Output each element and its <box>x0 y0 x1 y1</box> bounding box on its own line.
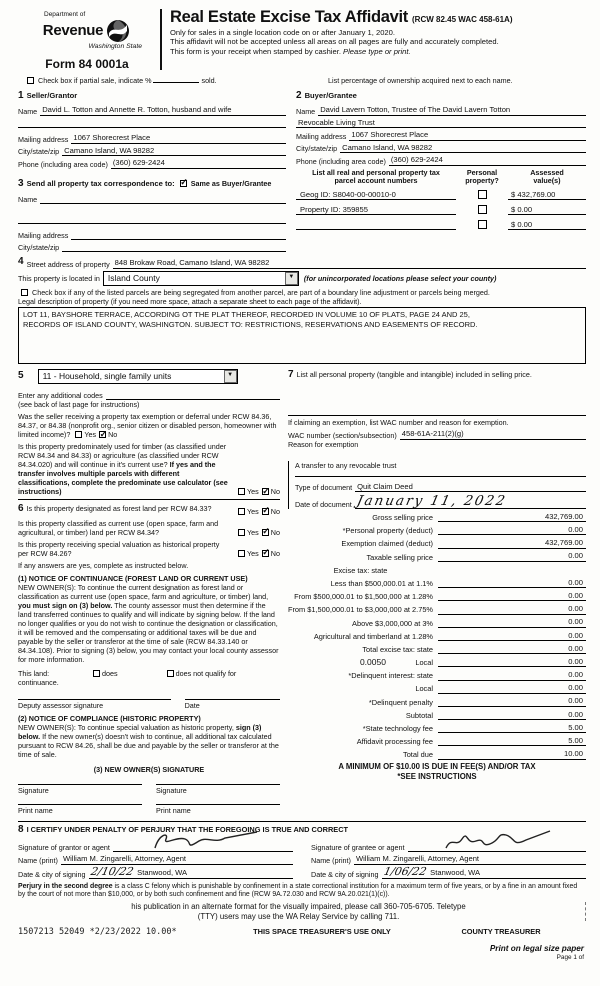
seller-name-label: Name <box>18 106 38 116</box>
corr-name-field[interactable] <box>40 195 286 204</box>
exemption-block <box>288 415 586 449</box>
grantor-signature-scribble-icon <box>145 828 265 854</box>
assessed-value[interactable]: $ 0.00 <box>508 220 586 230</box>
amount-field[interactable]: 10.00 <box>438 749 586 759</box>
personal-property-checkbox[interactable] <box>478 190 487 199</box>
grantee-date-label: Date & city of signing <box>311 869 379 879</box>
amount-field[interactable]: 5.00 <box>438 723 586 733</box>
county-treasurer-label: COUNTY TREASURER <box>461 927 541 937</box>
agency-revenue: Revenue <box>42 21 104 39</box>
section3-title: 3 Send all property tax correspondence to: ✓ Same as Buyer/Grantee <box>18 178 286 191</box>
buyer-name-value1[interactable]: David Lavern Totton, Trustee of The David Lavern Totton <box>318 105 586 115</box>
no-checkbox[interactable] <box>262 508 269 515</box>
amount-field[interactable]: 0.00 <box>438 591 586 601</box>
amount-field[interactable]: 0.00 <box>438 644 586 654</box>
no-checkbox[interactable] <box>262 488 269 495</box>
seller-csz-label: City/state/zip <box>18 147 60 157</box>
page-number: Page 1 of <box>556 954 584 961</box>
amount-field[interactable]: 5.00 <box>438 736 586 746</box>
no-checkbox[interactable] <box>99 431 106 438</box>
amount-field[interactable]: 0.00 <box>438 670 586 680</box>
cashier-stamp: 1507213 52049 *2/23/2022 10.00* <box>18 927 177 938</box>
seller-phone-value[interactable]: (360) 629-2424 <box>111 158 286 168</box>
if-any-note: If any answers are yes, complete as instructed below. <box>18 560 189 570</box>
form-title-rcw: (RCW 82.45 WAC 458-61A) <box>412 15 513 24</box>
wac-value[interactable]: 458-61A-211(2)(g) <box>400 429 586 439</box>
print-footer <box>490 944 584 962</box>
parcel-id[interactable] <box>296 229 456 230</box>
land-use-dropdown[interactable] <box>38 369 238 384</box>
parcel-row <box>296 200 586 215</box>
partial-sale-percent-field[interactable] <box>153 82 199 83</box>
form-header <box>18 5 586 72</box>
certify-statement: 8 I CERTIFY UNDER PENALTY OF PERJURY THAT THE FOREGOING IS TRUE AND CORRECT <box>18 823 349 835</box>
seller-csz-value[interactable]: Camano Island, WA 98282 <box>62 146 286 156</box>
amount-field[interactable]: 0.00 <box>438 604 586 614</box>
revenue-logo-icon <box>105 19 131 43</box>
section1-title: 1 Seller/Grantor <box>18 89 78 101</box>
same-as-buyer-label: Same as Buyer/Grantee <box>190 178 272 188</box>
seller-mailing-value[interactable]: 1067 Shorecrest Place <box>71 133 286 143</box>
agency-dept-of: Department of <box>44 11 86 18</box>
q-yes-no: Yes ✓ No <box>235 507 280 516</box>
parcel-row <box>296 185 586 200</box>
grantee-date-value[interactable]: 1/06/22 Stanwood, WA <box>382 866 586 878</box>
street-address-value[interactable]: 848 Brokaw Road, Camano Island, WA 98282 <box>113 258 586 268</box>
buyer-mailing-label: Mailing address <box>296 131 347 141</box>
amount-field[interactable]: 432,769.00 <box>438 538 586 548</box>
corr-name2-field[interactable] <box>18 215 286 224</box>
county-note: (for unincorporated locations please select your county) <box>303 273 497 283</box>
land-use-value: 11 - Household, single family units <box>42 370 172 381</box>
buyer-phone-value[interactable]: (360) 629-2424 <box>389 155 586 165</box>
grantee-signature[interactable] <box>408 842 586 852</box>
section5-number: 5 <box>18 369 24 381</box>
wac-label: WAC number (section/subsection) <box>287 430 397 440</box>
new-owner-printname-2[interactable]: Print name <box>156 804 280 815</box>
header-note-2: This affidavit will not be accepted unless all areas on all pages are fully and accurately completed. <box>170 37 499 47</box>
section6-q2: Is this property classified as current use (open space, farm and agricultural, or timber) land per RCW 84.34? Yes ✓ No <box>18 519 280 537</box>
doc-type-value[interactable]: Quit Claim Deed <box>355 482 586 492</box>
does-not-checkbox[interactable] <box>167 670 174 677</box>
corr-name-label: Name <box>18 194 38 204</box>
perjury-note: Perjury in the second degree is a class C felony which is punishable by confinement in a state correctional institution for a maximum term of five years, or by a fine in an amount fixed by the court of not more than $10,000, or by both such confinement and fine (RCW 9A.72.030 and RCW 9A.20.021(1)(c)). <box>18 882 578 899</box>
same-as-buyer-checkbox[interactable] <box>180 180 187 187</box>
grantor-name-label: Name (print) <box>18 855 58 865</box>
buyer-csz-label: City/state/zip <box>296 144 338 154</box>
section2-title: 2 Buyer/Grantee <box>296 89 357 101</box>
treasurer-space-label: THIS SPACE TREASURER'S USE ONLY <box>253 927 391 937</box>
amount-field[interactable]: 0.00 <box>438 683 586 693</box>
legal-description-box[interactable]: LOT 11, BAYSHORE TERRACE, ACCORDING OT THE PLAT THEREOF, RECORDED IN VOLUME 10 OF PLATS, PAGE 24 AND 25, RECORDS OF ISLAND COUNTY, WASHINGTON. SUBJECT TO: RESTRICTIONS, RESERVATIONS AND EASEMENTS OF RECORD. <box>18 307 586 364</box>
additional-codes-label: Enter any additional codes <box>18 391 103 401</box>
corr-mailing-field[interactable] <box>71 231 286 240</box>
seller-mailing-label: Mailing address <box>18 134 69 144</box>
buyer-name-value2[interactable]: Revocable Living Trust <box>296 118 586 128</box>
partial-sale-label: Check box if partial sale, indicate % <box>38 75 152 85</box>
parcel-table-header: List all real and personal property tax parcel account numbers Personal property? Assessed value(s) <box>312 167 564 185</box>
grantee-signature-scribble-icon <box>440 828 560 854</box>
buyer-name-label: Name <box>296 106 316 116</box>
local-rate: 0.0050 <box>359 656 386 667</box>
divider <box>18 499 280 500</box>
corr-mailing-label: Mailing address <box>18 230 69 240</box>
seller-name-value[interactable]: David L. Totton and Annette R. Totton, husband and wife <box>40 105 286 115</box>
header-note-1: Only for sales in a single location code on or after January 1, 2020. <box>170 27 395 37</box>
does-checkbox[interactable] <box>93 670 100 677</box>
alternate-format-note: his publication in an alternate format for the visually impaired, please call 360-705-6705. Teletype (TTY) users may use the WA Relay Service by calling 711. <box>18 902 586 921</box>
street-address-label: Street address of property <box>26 259 110 269</box>
notice2-body: NEW OWNER(S): To continue special valuation as historic property, sign (3) below. If the new owner(s) doesn't wish to continue, all additional tax calculated pursuant to RCW 84.26, shall be due and payable by the seller or transferor at the time of sale. <box>18 722 279 759</box>
segregated-row <box>18 288 586 297</box>
no-checkbox[interactable] <box>262 529 269 536</box>
parcel-id[interactable]: Property ID: 359855 <box>296 205 456 215</box>
section5-q2: Is this property predominately used for timber (as classified under RCW 84.34 and 84.33) or agriculture (as classified under RCW 84.34.020) and will continue in it's current use? If yes and the transfer involves multiple parcels with different classifications, complete the predominate use calculator (see instructions) Yes ✓ No <box>18 442 280 496</box>
divider <box>295 476 586 477</box>
located-in-label: This property is located in <box>18 273 100 283</box>
exemption-note: If claiming an exemption, list WAC number and reason for exemption. <box>287 418 509 428</box>
agency-block <box>18 5 156 72</box>
notice1-body: NEW OWNER(S): To continue the current designation as forest land or classification as current use (open space, farm and agriculture, or timber) land, you must sign on (3) below. The county assessor must then determine if the land transferred continues to qualify and will indicate by signing below. If the land no longer qualifies or you do not wish to continue the designation or classification, it will be removed and the compensating or additional taxes will be due and payable by the seller or transferor at the time of sale (RCW 84.33.140 or 84.34.108). Prior to signing (3) below, you may contact your local county assessor for more information. <box>18 582 279 664</box>
reason-label: Reason for exemption <box>287 439 359 449</box>
amount-field[interactable]: 0.00 <box>438 551 586 561</box>
amount-field[interactable]: 0.00 <box>438 617 586 627</box>
this-land-row: This land: does does not qualify for <box>18 668 237 678</box>
no-checkbox[interactable] <box>262 550 269 557</box>
reason-value[interactable]: A transfer to any revocable trust <box>294 460 397 470</box>
seller-phone-label: Phone (including area code) <box>18 159 108 169</box>
header-divider <box>160 9 162 70</box>
doc-date-value[interactable]: January 11, 2022 <box>355 495 586 510</box>
partial-sale-sold: sold. <box>201 75 217 85</box>
excise-tax-table: Gross selling price 432,769.00 *Personal property (deduct) 0.00 Exemption claimed (deduct) 432,769.00 Taxable selling price 0.00 Excise tax: state Less than $500,000.01 at 1.1% 0.00 From $500,000.01 to $1,500,000 at 1.28% 0.00 From $1,500,000.01 to $3,000,000 at 2.75% 0.00 Above $3,000,000 at 3% 0.00 Agricultural and timberland at 1.28% 0.00 Total excise tax: state 0.00 0.0050 Local 0.00 *Delinquent interest: state 0.00 Local 0.00 *Delinquent penalty 0.00 Subtotal 0.00 *State technology fee 5.00 Affidavit processing fee 5.00 Total due 10.00 <box>288 509 586 760</box>
grantee-name-label: Name (print) <box>311 855 351 865</box>
parcel-id[interactable]: Geog ID: S8040-00-00010-0 <box>296 190 456 200</box>
notice3-title: (3) NEW OWNER(S) SIGNATURE <box>93 764 205 774</box>
segregated-checkbox[interactable] <box>21 289 28 296</box>
grantor-date-label: Date & city of signing <box>18 869 86 879</box>
header-note-3: This form is your receipt when stamped by cashier. Please type or print. <box>170 47 411 57</box>
section7-intro: 7 List all personal property (tangible and intangible) included in selling price. <box>287 368 532 380</box>
grantee-sig-label: Signature of grantee or agent <box>311 843 405 853</box>
yes-checkbox[interactable] <box>238 529 245 536</box>
deputy-assessor-signature-line[interactable]: Deputy assessor signature <box>18 699 171 710</box>
grantor-name-value[interactable]: William M. Zingarelli, Attorney, Agent <box>61 854 293 864</box>
legal-desc-label: Legal description of property (if you need more space, attach a separate sheet to each page of the affidavit). <box>18 296 362 306</box>
grantee-name-value[interactable]: William M. Zingarelli, Attorney, Agent <box>354 854 586 864</box>
amount-field[interactable]: 0.00 <box>438 696 586 706</box>
q-yes-no: Yes ✓ No <box>235 528 280 537</box>
amount-field[interactable]: 432,769.00 <box>438 512 586 522</box>
additional-codes-field[interactable] <box>106 391 280 400</box>
amount-field[interactable]: 0.00 <box>438 525 586 535</box>
new-owner-printname-1[interactable]: Print name <box>18 804 142 815</box>
chevron-down-icon[interactable]: ▼ <box>285 272 298 285</box>
doc-type-label: Type of document <box>294 483 353 493</box>
partial-sale-checkbox[interactable] <box>27 77 34 84</box>
form-title: Real Estate Excise Tax Affidavit <box>170 8 409 26</box>
county-dropdown[interactable] <box>103 271 299 286</box>
seller-name2-field[interactable] <box>18 119 286 128</box>
county-value: Island County <box>107 272 160 283</box>
this-land-label: This land: <box>18 668 50 678</box>
amount-field[interactable]: 0.00 <box>438 657 586 667</box>
yes-checkbox[interactable] <box>75 431 82 438</box>
personal-property-checkbox[interactable] <box>478 205 487 214</box>
ownership-percent-note: List percentage of ownership acquired next to each name. <box>328 75 513 85</box>
print-legal-note: Print on legal size paper <box>489 943 584 953</box>
agency-wa-state: Washington State <box>88 43 142 51</box>
personal-property-checkbox[interactable] <box>478 220 487 229</box>
buyer-csz-value[interactable]: Camano Island, WA 98282 <box>340 143 586 153</box>
minimum-fee-note: A MINIMUM OF $10.00 IS DUE IN FEE(S) AND/OR TAX *SEE INSTRUCTIONS <box>338 761 536 781</box>
amount-field[interactable]: 0.00 <box>438 578 586 588</box>
doc-date-label: Date of document <box>294 500 352 510</box>
q-yes-no: Yes ✓ No <box>235 549 280 558</box>
chevron-down-icon[interactable]: ▼ <box>224 370 237 383</box>
grantor-sig-label: Signature of grantor or agent <box>18 843 110 853</box>
yes-checkbox[interactable] <box>238 488 245 495</box>
yes-checkbox[interactable] <box>238 508 245 515</box>
grantor-date-value[interactable]: 2/10/22 Stanwood, WA <box>89 866 293 878</box>
partial-sale-group <box>24 76 314 85</box>
amount-field[interactable]: 0.00 <box>438 631 586 641</box>
deputy-date-line[interactable]: Date <box>185 699 280 710</box>
form-number: Form 84 0001a <box>45 56 129 71</box>
assessed-value[interactable]: $ 432,769.00 <box>508 190 586 200</box>
q1-yes-no: Yes ✓ No <box>72 430 117 439</box>
amount-field[interactable]: 0.00 <box>438 710 586 720</box>
segregated-label: Check box if any of the listed parcels are being segregated from another parcel, are part of a boundary line adjustment or parcels being merged. <box>32 287 490 297</box>
buyer-mailing-value[interactable]: 1067 Shorecrest Place <box>349 130 586 140</box>
see-back-note: (see back of last page for instructions) <box>18 400 140 410</box>
q2-yes-no: Yes ✓ No <box>235 487 280 496</box>
notice2-title: (2) NOTICE OF COMPLIANCE (HISTORIC PROPERTY) <box>18 713 201 723</box>
assessed-value[interactable]: $ 0.00 <box>508 205 586 215</box>
notice1-title: (1) NOTICE OF CONTINUANCE (FOREST LAND OR CURRENT USE) <box>18 573 248 583</box>
new-owner-signature-1[interactable]: Signature <box>18 784 142 795</box>
section4-number: 4 <box>18 256 24 268</box>
section5-q1: Was the seller receiving a property tax exemption or deferral under RCW 84.36, 84.37, or 84.38 (nonprofit org., senior citizen or disabled person, homeowner with limited income)? Yes ✓ No <box>18 412 280 439</box>
parcel-row <box>296 215 586 230</box>
continuance-label: continuance. <box>18 677 59 687</box>
section6-q1: 6 Is this property designated as forest land per RCW 84.33? Yes ✓ No <box>18 503 280 516</box>
corr-csz-label: City/state/zip <box>18 243 60 253</box>
section6-q3: Is this property receiving special valuation as historical property per RCW 84.26? Yes ✓ No <box>18 540 280 558</box>
grantor-signature[interactable] <box>113 842 293 852</box>
new-owner-signature-2[interactable]: Signature <box>156 784 280 795</box>
corr-csz-field[interactable] <box>62 243 286 252</box>
yes-checkbox[interactable] <box>238 550 245 557</box>
buyer-phone-label: Phone (including area code) <box>296 156 386 166</box>
